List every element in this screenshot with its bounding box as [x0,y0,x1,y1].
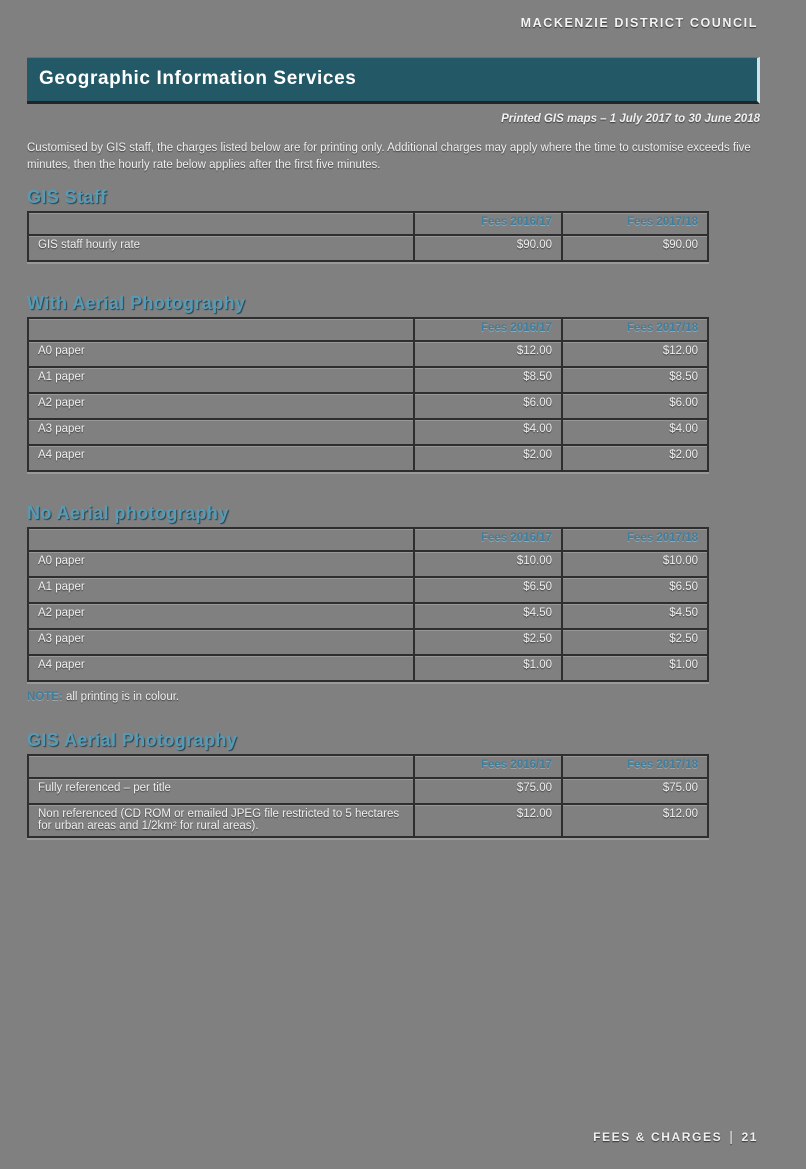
fee-amount: $12.00 [562,341,708,367]
council-name: MACKENZIE DISTRICT COUNCIL [520,16,758,30]
fee-item-label: A4 paper [28,655,414,681]
note-line [27,691,806,703]
fee-amount: $4.50 [414,603,562,629]
table-header-row [28,318,708,341]
fee-amount: $6.50 [562,577,708,603]
fees-table [27,317,709,472]
table-header-cell: Fees 2016/17 [414,755,562,778]
table-header-cell: Fees 2016/17 [414,318,562,341]
fee-amount: $10.00 [414,551,562,577]
intro-paragraph: Customised by GIS staff, the charges listed below are for printing only. Additional charges may apply where the time to customise exceeds five minutes, then the hourly rate below applies after the first five minutes. [27,142,751,171]
note-label: NOTE: [27,691,63,703]
fee-amount: $6.50 [414,577,562,603]
section-title-no-aerial-photography: No Aerial photography [27,503,229,523]
fee-item-label: A2 paper [28,603,414,629]
table-row [28,341,708,367]
fee-amount: $90.00 [562,235,708,261]
gis-staff-table-container [0,211,806,262]
fee-item-label: Fully referenced – per title [28,778,414,804]
page-footer [593,1128,758,1144]
fee-amount: $2.00 [562,445,708,471]
no-aerial-table-container [0,527,806,682]
table-header-cell: Fees 2017/18 [562,212,708,235]
section-title-gis-aerial-photography: GIS Aerial Photography [27,730,238,750]
table-header-row [28,212,708,235]
table-row [28,778,708,804]
fee-item-label: Non referenced (CD ROM or emailed JPEG file restricted to 5 hectares for urban areas and 1/2km² for rural areas). [28,804,414,837]
table-row [28,235,708,261]
gis-aerial-table-container [0,754,806,838]
fee-amount: $75.00 [414,778,562,804]
fee-amount: $2.00 [414,445,562,471]
section-gis-aerial-photography [0,730,806,838]
fees-table [27,527,709,682]
fee-amount: $6.00 [414,393,562,419]
fee-item-label: A1 paper [28,577,414,603]
table-row [28,629,708,655]
fee-amount: $2.50 [414,629,562,655]
table-row [28,393,708,419]
fee-amount: $6.00 [562,393,708,419]
footer-separator: | [729,1128,735,1144]
table-header-row [28,528,708,551]
fee-amount: $12.00 [414,804,562,837]
fee-amount: $12.00 [414,341,562,367]
table-row [28,367,708,393]
page-title-banner [27,57,760,104]
fee-amount: $2.50 [562,629,708,655]
table-row [28,445,708,471]
fee-item-label: A0 paper [28,341,414,367]
table-row [28,804,708,837]
section-no-aerial-photography [0,503,806,682]
fee-item-label: A0 paper [28,551,414,577]
fees-table [27,754,709,838]
fee-amount: $4.00 [414,419,562,445]
table-row [28,419,708,445]
fee-amount: $1.00 [562,655,708,681]
with-aerial-table-container [0,317,806,472]
table-header-cell [28,528,414,551]
fee-amount: $75.00 [562,778,708,804]
fee-item-label: A2 paper [28,393,414,419]
table-header-cell: Fees 2017/18 [562,318,708,341]
note-text: all printing is in colour. [62,691,180,703]
fee-amount: $4.50 [562,603,708,629]
table-row [28,655,708,681]
fee-amount: $1.00 [414,655,562,681]
section-with-aerial-photography [0,293,806,472]
fee-item-label: A1 paper [28,367,414,393]
table-row [28,577,708,603]
fee-amount: $10.00 [562,551,708,577]
table-header-cell [28,212,414,235]
table-header-row [28,755,708,778]
footer-label: FEES & CHARGES [593,1130,723,1144]
page-title: Geographic Information Services [39,68,357,89]
fee-amount: $90.00 [414,235,562,261]
table-header-cell: Fees 2016/17 [414,212,562,235]
fee-amount: $8.50 [562,367,708,393]
table-row [28,551,708,577]
table-header-cell: Fees 2017/18 [562,528,708,551]
footer-page-number: 21 [741,1130,758,1144]
section-title-gis-staff: GIS Staff [27,187,107,207]
fee-amount: $12.00 [562,804,708,837]
fee-amount: $8.50 [414,367,562,393]
section-title-with-aerial-photography: With Aerial Photography [27,293,246,313]
section-gis-staff [0,187,806,262]
table-header-cell: Fees 2016/17 [414,528,562,551]
fee-item-label: GIS staff hourly rate [28,235,414,261]
table-row [28,603,708,629]
table-header-cell: Fees 2017/18 [562,755,708,778]
fees-table [27,211,709,262]
table-header-cell [28,755,414,778]
table-header-cell [28,318,414,341]
fee-amount: $4.00 [562,419,708,445]
document-subtitle: Printed GIS maps – 1 July 2017 to 30 June 2018 [501,113,760,125]
fee-item-label: A4 paper [28,445,414,471]
fee-item-label: A3 paper [28,629,414,655]
fee-item-label: A3 paper [28,419,414,445]
